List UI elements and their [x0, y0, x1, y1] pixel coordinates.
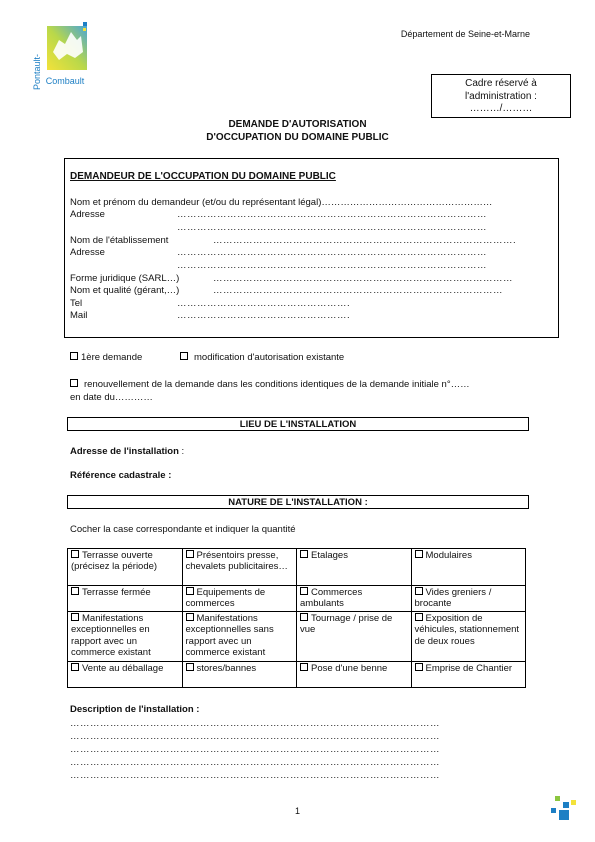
- checkbox-icon[interactable]: [186, 587, 194, 595]
- checkbox-icon[interactable]: [186, 663, 194, 671]
- checkbox-icon[interactable]: [71, 550, 79, 558]
- description-line[interactable]: …………………………………………………………………………………………………: [70, 757, 440, 768]
- checkbox-icon[interactable]: [415, 550, 423, 558]
- option-label: Equipements de commerces: [185, 587, 266, 610]
- option-label: Vente au déballage: [82, 663, 164, 674]
- description-line[interactable]: …………………………………………………………………………………………………: [70, 718, 440, 729]
- logo-vertical-text: Pontault-: [32, 53, 42, 90]
- installation-address-label: Adresse de l'installation: [70, 446, 179, 457]
- installation-address-suffix: :: [178, 446, 185, 457]
- admin-reserved-box: [431, 74, 571, 118]
- name-field[interactable]: [70, 197, 492, 208]
- option-cell[interactable]: [182, 662, 297, 688]
- table-row: [68, 586, 526, 612]
- address-field-line1[interactable]: …………………………………………………………………………………: [177, 209, 487, 220]
- mail-field[interactable]: …………………………………………….: [177, 310, 351, 321]
- option-cell[interactable]: [297, 662, 412, 688]
- option-label: Vides greniers / brocante: [414, 587, 492, 610]
- option-cell[interactable]: [411, 549, 526, 586]
- corner-squares-icon: [543, 796, 577, 824]
- document-title-line1: DEMANDE D'AUTORISATION: [228, 119, 367, 130]
- quality-label: Nom et qualité (gérant,…): [70, 285, 180, 296]
- nature-instruction: Cocher la case correspondante et indiquer la quantité: [70, 524, 296, 535]
- option-cell[interactable]: [411, 612, 526, 662]
- establishment-label: Nom de l'établissement: [70, 235, 169, 246]
- checkbox-icon[interactable]: [300, 663, 308, 671]
- option-cell[interactable]: [182, 586, 297, 612]
- nature-band: NATURE DE L'INSTALLATION :: [67, 495, 529, 509]
- address2-field-line1[interactable]: …………………………………………………………………………………: [177, 247, 487, 258]
- logo-bottom-text: Combault: [45, 76, 85, 86]
- option-cell[interactable]: [68, 549, 183, 586]
- renewal-label: renouvellement de la demande dans les conditions identiques de la demande initiale n°……: [84, 379, 470, 390]
- option-cell[interactable]: [297, 586, 412, 612]
- address-field-line2[interactable]: …………………………………………………………………………………: [177, 222, 487, 233]
- department-name: Département de Seine-et-Marne: [400, 29, 530, 39]
- checkbox-icon[interactable]: [180, 352, 188, 360]
- description-line[interactable]: …………………………………………………………………………………………………: [70, 744, 440, 755]
- description-line[interactable]: …………………………………………………………………………………………………: [70, 731, 440, 742]
- table-row: [68, 662, 526, 688]
- checkbox-icon[interactable]: [186, 613, 194, 621]
- option-cell[interactable]: [182, 549, 297, 586]
- quality-field[interactable]: ……………………………………………………………………………: [213, 285, 503, 296]
- modification-option[interactable]: [180, 352, 344, 363]
- admin-box-line1: Cadre réservé à: [465, 78, 537, 89]
- option-label: Manifestations exceptionnelles en rapport avec un commerce existant: [71, 613, 151, 659]
- name-dots: ………………………………………………: [321, 197, 493, 208]
- option-cell[interactable]: [411, 586, 526, 612]
- checkbox-icon[interactable]: [71, 663, 79, 671]
- address2-label: Adresse: [70, 247, 105, 258]
- checkbox-icon[interactable]: [300, 550, 308, 558]
- location-band: LIEU DE L'INSTALLATION: [67, 417, 529, 431]
- admin-box-line3: ………/………: [469, 103, 533, 114]
- requester-heading: DEMANDEUR DE L'OCCUPATION DU DOMAINE PUBLIC: [70, 171, 336, 182]
- option-label: Tournage / prise de vue: [300, 613, 393, 636]
- legal-form-field[interactable]: ………………………………………………………………………………: [213, 273, 513, 284]
- mail-label: Mail: [70, 310, 88, 321]
- option-label: Commerces ambulants: [300, 587, 363, 610]
- document-title-line2: D'OCCUPATION DU DOMAINE PUBLIC: [206, 132, 389, 143]
- name-label: Nom et prénom du demandeur (et/ou du représentant légal): [70, 197, 322, 208]
- checkbox-icon[interactable]: [70, 379, 78, 387]
- option-label: Manifestations exceptionnelles sans rapport avec un commerce existant: [185, 613, 274, 659]
- option-label: Etalages: [311, 550, 348, 561]
- page-number: 1: [294, 806, 300, 816]
- option-cell[interactable]: [68, 662, 183, 688]
- checkbox-icon[interactable]: [70, 352, 78, 360]
- checkbox-icon[interactable]: [71, 587, 79, 595]
- first-request-option[interactable]: [70, 352, 142, 363]
- first-request-label: 1ère demande: [81, 352, 143, 363]
- installation-address-field[interactable]: [70, 446, 184, 457]
- option-label: Terrasse fermée: [82, 587, 151, 598]
- checkbox-icon[interactable]: [415, 613, 423, 621]
- tel-field[interactable]: …………………………………………….: [177, 298, 351, 309]
- checkbox-icon[interactable]: [415, 663, 423, 671]
- address-label: Adresse: [70, 209, 105, 220]
- description-label: Description de l'installation :: [70, 704, 200, 715]
- option-label: Terrasse ouverte (précisez la période): [71, 550, 158, 573]
- option-cell[interactable]: [297, 612, 412, 662]
- address2-field-line2[interactable]: …………………………………………………………………………………: [177, 260, 487, 271]
- table-row: [68, 612, 526, 662]
- checkbox-icon[interactable]: [186, 550, 194, 558]
- option-cell[interactable]: [297, 549, 412, 586]
- option-cell[interactable]: [182, 612, 297, 662]
- admin-box-line2: l'administration :: [465, 90, 537, 102]
- option-label: Présentoirs presse, chevalets publicitaires…: [185, 550, 288, 573]
- checkbox-icon[interactable]: [71, 613, 79, 621]
- option-cell[interactable]: [68, 586, 183, 612]
- renewal-date[interactable]: en date du…………: [70, 392, 153, 403]
- cadastral-reference-label[interactable]: Référence cadastrale :: [70, 470, 172, 481]
- checkbox-icon[interactable]: [300, 613, 308, 621]
- establishment-field[interactable]: ……………………………………………………………………………….: [213, 235, 517, 246]
- modification-label: modification d'autorisation existante: [194, 352, 345, 363]
- option-cell[interactable]: [411, 662, 526, 688]
- logo-emblem-icon: [47, 22, 89, 72]
- option-label: Emprise de Chantier: [425, 663, 513, 674]
- option-label: stores/bannes: [196, 663, 257, 674]
- option-label: Modulaires: [425, 550, 472, 561]
- option-label: Pose d'une benne: [311, 663, 388, 674]
- legal-form-label: Forme juridique (SARL…): [70, 273, 180, 284]
- tel-label: Tel: [70, 298, 83, 309]
- option-label: Exposition de véhicules, stationnement de deux roues: [414, 613, 520, 647]
- city-logo: [32, 16, 94, 90]
- description-line[interactable]: …………………………………………………………………………………………………: [70, 770, 440, 781]
- checkbox-icon[interactable]: [415, 587, 423, 595]
- installation-type-table: [67, 548, 526, 688]
- checkbox-icon[interactable]: [300, 587, 308, 595]
- table-row: [68, 549, 526, 586]
- renewal-option[interactable]: [70, 379, 470, 390]
- option-cell[interactable]: [68, 612, 183, 662]
